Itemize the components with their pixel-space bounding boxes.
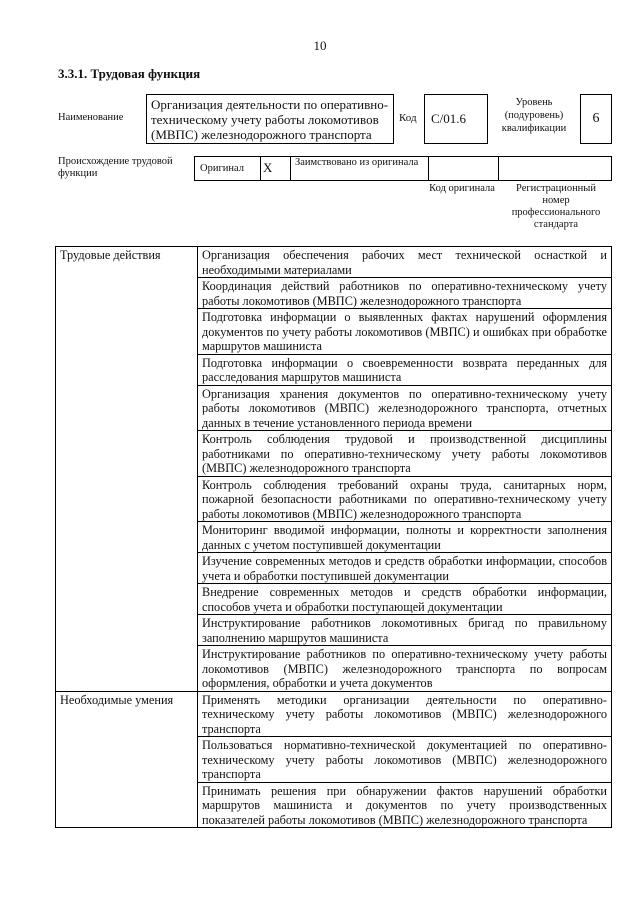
list-item: Принимать решения при обнаружении фактов нарушений обработки маршрутов машиниста и документов по учету производственных показателей работы локомотивов (МВПС) железнодорожного транспорта [198,782,612,828]
list-item: Подготовка информации о выявленных фактах нарушений оформления документов по учету работы локомотивов (МВПС) и ошибках при обработке маршрутов машиниста [198,309,612,355]
level-value-box [580,94,612,144]
list-item: Организация хранения документов по оперативно-техническому учету работы локомотивов (МВПС) железнодорожного транспорта, отчетных данных в течение установленного периода времени [198,385,612,431]
section-title: 3.3.1. Трудовая функция [58,66,201,81]
code-original-caption: Код оригинала [429,183,495,194]
list-item: Внедрение современных методов и средств обработки информации, способов учета и обработки поступающей документации [198,584,612,615]
original-mark: X [261,157,291,180]
list-item: Подготовка информации о своевременности возврата переданных для расследования маршрутов машиниста [198,354,612,385]
name-label: Наименование [58,112,124,123]
code-value: C/01.6 [431,111,467,126]
origin-row [194,156,612,181]
list-item: Инструктирование работников локомотивных бригад по правильному заполнению маршрутов машиниста [198,615,612,646]
table-row [56,247,612,278]
origin-label: Происхождение трудовой функции [58,156,173,179]
list-item: Пользоваться нормативно-технической документацией по оперативно-техническому учету работы локомотивов (МВПС) железнодорожного транспорта [198,737,612,783]
section-title-skills: Необходимые умения [56,691,198,828]
page-number: 10 [313,38,327,53]
code-label: Код [399,112,417,124]
list-item: Инструктирование работников по оперативно-техническому учету работы локомотивов (МВПС) железнодорожного транспорта по вопросам оформления, обработки и учета документов [198,646,612,692]
code-value-box [424,94,488,144]
list-item: Применять методики организации деятельности по оперативно-техническому учету работы локомотивов (МВПС) железнодорожного транспорта [198,691,612,737]
table-row [56,691,612,737]
list-item: Изучение современных методов и средств обработки информации, способов учета и обработки поступившей документации [198,553,612,584]
code-original-cell [429,157,499,180]
original-label: Оригинал [195,157,261,180]
borrowed-label: Заимствовано из оригинала [291,157,429,180]
name-value: Организация деятельности по оперативно-техническому учету работы локомотивов (МВПС) железнодорожного транспорта [151,97,389,142]
list-item: Организация обеспечения рабочих мест технической оснасткой и необходимыми материалами [198,247,612,278]
name-value-box [146,94,394,144]
function-table [55,246,612,828]
level-label: Уровень (подуровень) квалификации [501,97,567,134]
list-item: Мониторинг вводимой информации, полноты и корректности заполнения данных с учетом поступившей документации [198,522,612,553]
reg-number-cell [499,157,611,180]
section-title-actions: Трудовые действия [56,247,198,692]
list-item: Координация действий работников по оперативно-техническому учету работы локомотивов (МВПС) железнодорожного транспорта [198,278,612,309]
level-value: 6 [592,111,600,126]
list-item: Контроль соблюдения трудовой и производственной дисциплины работниками по оперативно-техническому учету работы локомотивов (МВПС) железнодорожного транспорта [198,431,612,477]
list-item: Контроль соблюдения требований охраны труда, санитарных норм, пожарной безопасности работниками по оперативно-техническому учету работы локомотивов (МВПС) железнодорожного транспорта [198,476,612,522]
reg-number-caption: Регистрационный номер профессионального стандарта [511,183,601,230]
